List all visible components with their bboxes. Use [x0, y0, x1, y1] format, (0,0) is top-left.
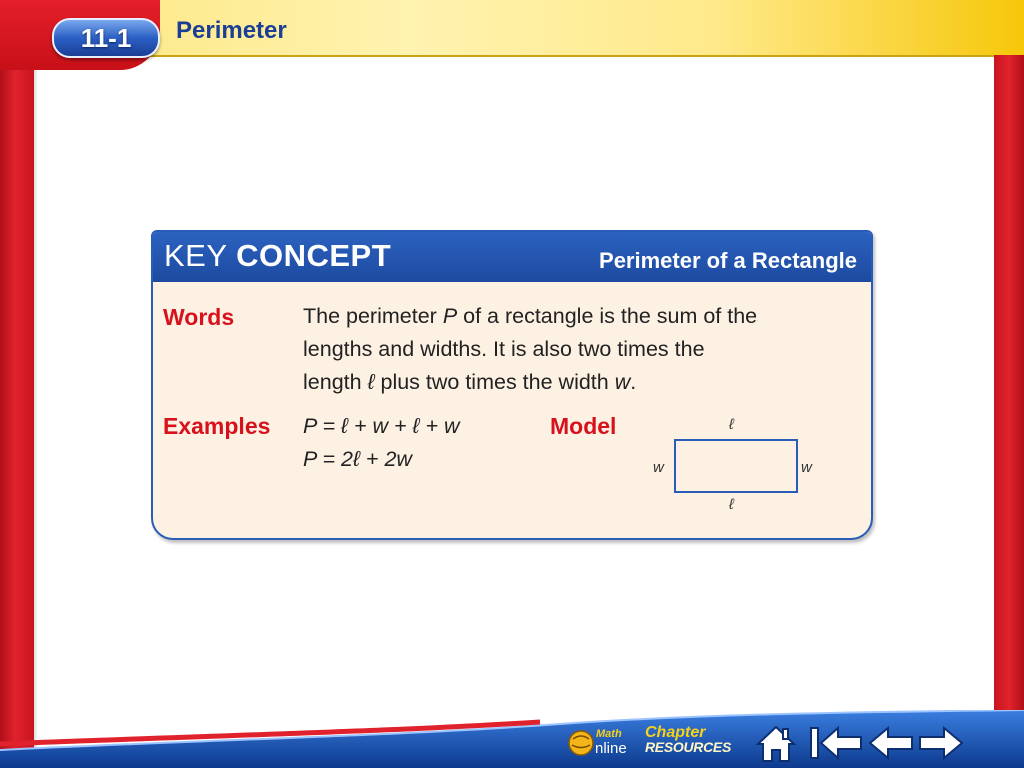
- first-slide-icon: [808, 724, 864, 762]
- next-button[interactable]: [918, 724, 964, 762]
- definition-line-3: length ℓ plus two times the width w.: [303, 370, 637, 394]
- home-button[interactable]: [754, 722, 798, 764]
- chapter-text: Chapter: [645, 724, 706, 741]
- key-concept-subtitle: Perimeter of a Rectangle: [599, 248, 857, 273]
- globe-icon: [566, 723, 636, 761]
- model-length-bottom: ℓ: [729, 496, 734, 513]
- key-concept-title: [164, 238, 391, 274]
- formula-sum: P = ℓ + w + ℓ + w: [303, 414, 460, 438]
- definition-line-2: lengths and widths. It is also two times the: [303, 337, 705, 361]
- page-title: Perimeter: [176, 17, 287, 44]
- words-label: Words: [163, 304, 235, 330]
- home-icon: [754, 722, 798, 764]
- right-frame: [994, 55, 1024, 768]
- model-length-top: ℓ: [729, 416, 734, 433]
- first-slide-button[interactable]: [808, 724, 864, 762]
- examples-label: Examples: [163, 413, 271, 439]
- math-online-bottom-text: nline: [595, 740, 627, 757]
- rectangle-model: [674, 439, 798, 493]
- key-concept-box: [151, 230, 873, 540]
- previous-button[interactable]: [868, 724, 914, 762]
- lesson-number-badge: 11-1: [52, 18, 160, 58]
- definition-line-1: The perimeter P of a rectangle is the sum of the: [303, 304, 758, 328]
- math-online-button[interactable]: [566, 723, 636, 761]
- resources-text: RESOURCES: [645, 739, 731, 755]
- model-width-right: w: [801, 459, 812, 476]
- key-concept-header: [153, 232, 871, 282]
- next-icon: [918, 724, 964, 762]
- math-online-top-text: Math: [596, 728, 622, 740]
- words-definition: [303, 300, 843, 399]
- model-width-left: w: [653, 459, 664, 476]
- previous-icon: [868, 724, 914, 762]
- left-frame: [0, 0, 34, 768]
- model-label: Model: [550, 413, 617, 439]
- chapter-resources-button[interactable]: [645, 726, 731, 754]
- concept-word: CONCEPT: [236, 238, 392, 273]
- formula-doubled: P = 2ℓ + 2w: [303, 447, 412, 471]
- key-word: KEY: [164, 238, 227, 273]
